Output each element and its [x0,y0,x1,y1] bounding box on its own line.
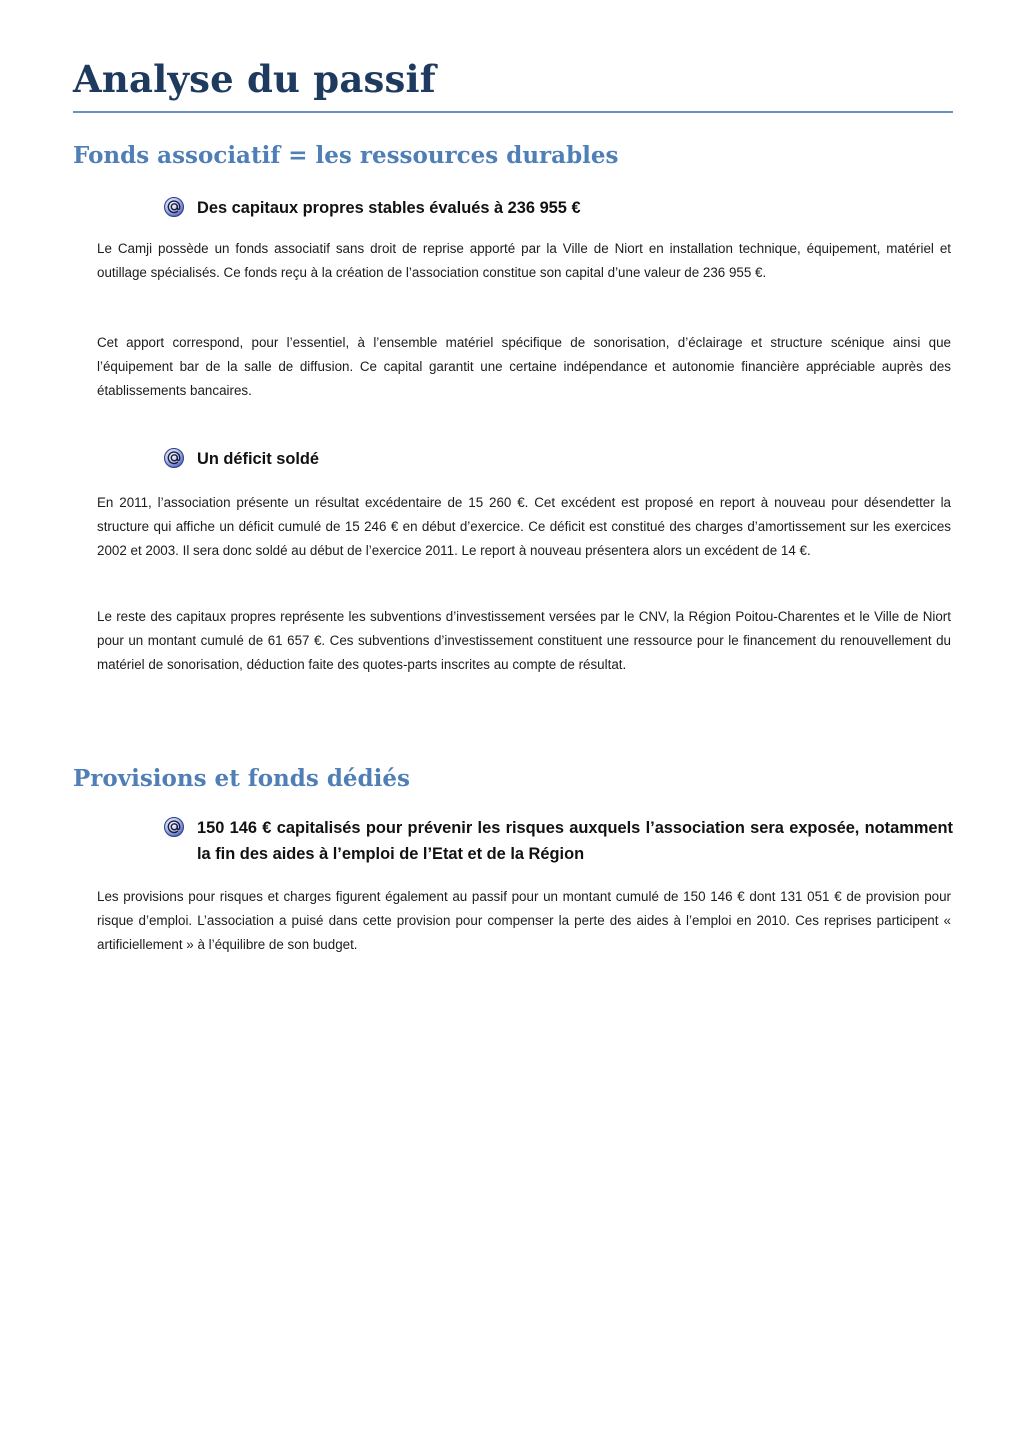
bullet-heading-provisions-risques: 150 146 € capitalisés pour prévenir les risques auxquels l’association sera exposée, notamment la fin des aides à l’emploi de l’Etat et de la Région [197,819,953,863]
paragraph-subventions-investissement: Le reste des capitaux propres représente les subventions d’investissement versées par le CNV, la Région Poitou-Charentes et le Ville de Niort pour un montant cumulé de 61 657 €. Ces subventions d’investissement constituent une ressource pour le financement du renouvellement du matériel de sonorisation, déduction faite des quotes-parts inscrites au compte de résultat. [97,609,951,672]
section-heading-provisions: Provisions et fonds dédiés [73,765,410,792]
at-sign-bullet-icon [163,447,185,469]
at-sign-bullet-icon [163,816,185,838]
bullet-capitaux-propres [163,195,953,221]
bullet-deficit-solde [163,446,953,472]
title-underline-divider [73,111,953,113]
paragraph-resultat-excedentaire: En 2011, l’association présente un résultat excédentaire de 15 260 €. Cet excédent est proposé en report à nouveau pour désendetter la structure qui affiche un déficit cumulé de 15 246 € en début d’exercice. Ce déficit est constitué des charges d’amortissement sur les exercices 2002 et 2003. Il sera donc soldé au début de l’exercice 2011. Le report à nouveau présentera alors un excédent de 14 €. [97,495,951,558]
page-title: Analyse du passif [73,57,436,101]
section-heading-fonds-associatif: Fonds associatif = les ressources durables [73,142,619,169]
bullet-heading-deficit-solde: Un déficit soldé [197,450,320,468]
paragraph-provisions-risques-charges: Les provisions pour risques et charges figurent également au passif pour un montant cumulé de 150 146 € dont 131 051 € de provision pour risque d’emploi. L’association a puisé dans cette provision pour compenser la perte des aides à l’emploi en 2010. Ces reprises participent « artificiellement » à l’équilibre de son budget. [97,889,951,952]
at-sign-bullet-icon [163,196,185,218]
bullet-provisions-risques [163,815,953,867]
bullet-heading-capitaux-propres: Des capitaux propres stables évalués à 236 955 € [197,199,581,217]
paragraph-fonds-associatif: Le Camji possède un fonds associatif sans droit de reprise apporté par la Ville de Niort en installation technique, équipement, matériel et outillage spécialisés. Ce fonds reçu à la création de l’association constitue son capital d’une valeur de 236 955 €. [97,241,951,280]
paragraph-apport-materiel: Cet apport correspond, pour l’essentiel, à l’ensemble matériel spécifique de sonorisation, d’éclairage et structure scénique ainsi que l’équipement bar de la salle de diffusion. Ce capital garantit une certaine indépendance et autonomie financière appréciable auprès des établissements bancaires. [97,335,951,398]
